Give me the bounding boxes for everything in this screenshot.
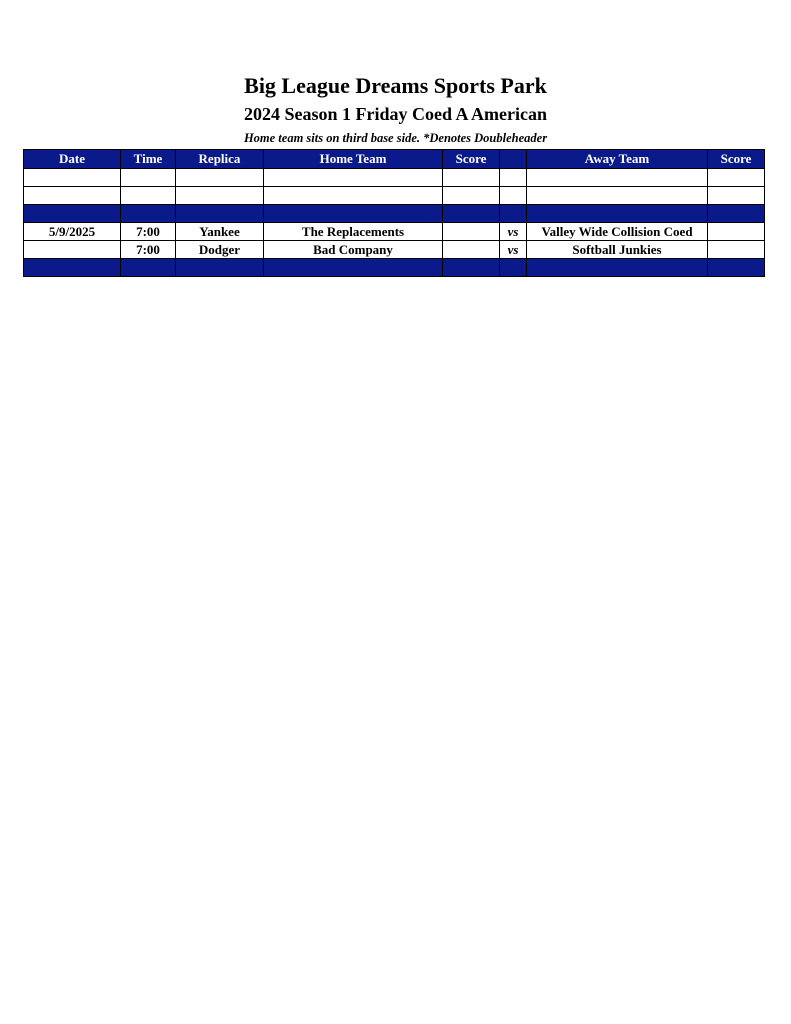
page-title: Big League Dreams Sports Park: [244, 73, 547, 98]
game-time: 7:00: [121, 241, 176, 259]
home-score: [443, 241, 500, 259]
game-field: Yankee: [176, 223, 264, 241]
season-subtitle: 2024 Season 1 Friday Coed A American: [243, 104, 547, 124]
column-header-vs: [500, 150, 527, 169]
versus-label: vs: [500, 241, 527, 259]
home-team: Bad Company: [264, 241, 443, 259]
game-time: 7:00: [121, 223, 176, 241]
away-team: Softball Junkies: [527, 241, 708, 259]
schedule-table: [23, 149, 765, 277]
blank-row: [24, 169, 765, 187]
away-score: [708, 241, 765, 259]
game-field: Dodger: [176, 241, 264, 259]
column-header-away-score: Score: [708, 150, 765, 169]
column-header-home-score: Score: [443, 150, 500, 169]
column-header-home-team: Home Team: [264, 150, 443, 169]
table-row: [24, 223, 765, 241]
blank-row: [24, 187, 765, 205]
game-date: 5/9/2025: [24, 223, 121, 241]
column-header-away-team: Away Team: [527, 150, 708, 169]
home-team: The Replacements: [264, 223, 443, 241]
home-score: [443, 223, 500, 241]
separator-band-row: [24, 205, 765, 223]
column-header-replica: Replica: [176, 150, 264, 169]
column-header-date: Date: [24, 150, 121, 169]
game-date: [24, 241, 121, 259]
schedule-note: Home team sits on third base side. *Denotes Doubleheader: [243, 131, 548, 145]
away-team: Valley Wide Collision Coed: [527, 223, 708, 241]
table-header-row: [24, 150, 765, 169]
table-row: [24, 241, 765, 259]
column-header-time: Time: [121, 150, 176, 169]
separator-band-row: [24, 259, 765, 277]
versus-label: vs: [500, 223, 527, 241]
away-score: [708, 223, 765, 241]
